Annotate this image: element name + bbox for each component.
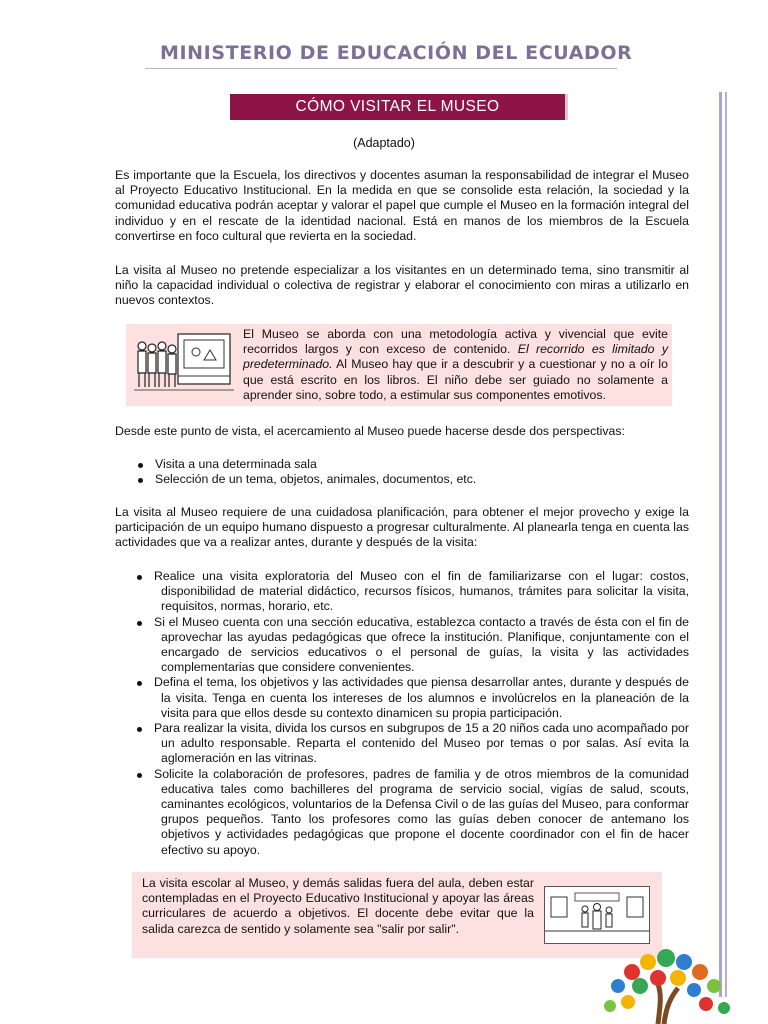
list-item: Para realizar la visita, divida los cursos en subgrupos de 15 a 20 niños cada uno acompañado por un adulto responsable. Reparta el contenido del Museo por temas o por salas. Así evita la aglomeración en las vitrinas. [115,721,689,767]
side-border-line [719,92,722,997]
perspectives-intro: Desde este punto de vista, el acercamiento al Museo puede hacerse desde dos perspectivas: [115,424,625,438]
adaptation-note: (Adaptado) [353,136,415,150]
museum-gallery-illustration [544,886,650,944]
callout-school-visit [132,872,662,958]
header-divider [145,68,617,69]
decorative-tree-logo [588,946,738,1024]
intro-paragraph: Es importante que la Escuela, los directivos y docentes asuman la responsabilidad de integrar el Museo al Proyecto Educativo Institucional. En la medida en que se consolide esta relación, la sociedad y la comunidad educativa podrán aceptar y valorar el papel que cumple el Museo en la formación integral del individuo y en el rescate de la identidad nacional. Está en manos de los miembros de la Escuela convertirse en foco cultural que revierta en la sociedad. [115,168,689,243]
page-title-banner [230,94,568,120]
perspectives-list [115,457,689,487]
callout-school-visit-text: La visita escolar al Museo, y demás salidas fuera del aula, deben estar contempladas en el Proyecto Educativo Institucional y apoyar las áreas curriculares de acuerdo a objetivos. El docente debe evitar que la salida carezca de sentido y solamente sea "salir por salir". [142,876,534,936]
list-item: Visita a una determinada sala [115,457,689,472]
callout-methodology-text: El Museo se aborda con una metodología activa y vivencial que evite recorridos largos y con exceso de contenido. El recorrido es limitado y predeterminado. Al Museo hay que ir a descubrir y a cuestionar y no a oír lo que está escrito en los libros. El niño debe ser guiado no solamente a aprender sino, sobre todo, a estimular sus componentes emotivos. [243,327,668,402]
page-title: CÓMO VISITAR EL MUSEO [295,98,500,115]
list-item: Selección de un tema, objetos, animales, documentos, etc. [115,472,689,487]
children-at-exhibit-illustration [134,330,234,400]
side-border-line-inner [725,92,727,997]
callout-methodology [126,324,672,406]
list-item: Solicite la colaboración de profesores, padres de familia y de otros miembros de la comunidad educativa tales como bachilleres del programa de servicio social, vigías de salud, scouts, caminantes ecológicos, voluntarios de la Defensa Civil o de las guías del Museo, para conformar grupos pequeños. Tanto los profesores como las guías deben conocer de antemano los objetivos y actividades pedagógicas que propone el docente coordinador con el fin de hacer efectivo su apoyo. [115,767,689,858]
ministry-header: MINISTERIO DE EDUCACIÓN DEL ECUADOR [160,42,633,64]
activities-list [115,569,689,858]
list-item: Defina el tema, los objetivos y las actividades que piensa desarrollar antes, durante y después de la visita. Tenga en cuenta los intereses de los alumnos e involúcrelos en la planeación de la visita para que ellos desde su contexto dinamicen su propia participación. [115,675,689,721]
planning-paragraph: La visita al Museo requiere de una cuidadosa planificación, para obtener el mejor provecho y exige la participación de un equipo humano dispuesto a progresar culturalmente. Al planearla tenga en cuenta las actividades que va a realizar antes, durante y después de la visita: [115,505,689,550]
list-item: Realice una visita exploratoria del Museo con el fin de familiarizarse con el lugar: costos, disponibilidad de material didáctico, recursos físicos, humanos, trámites para solicitar la visita, requisitos, normas, horario, etc. [115,569,689,615]
purpose-paragraph: La visita al Museo no pretende especializar a los visitantes en un determinado tema, sino transmitir al niño la capacidad individual o colectiva de registrar y elaborar el conocimiento con miras a utilizarlo en nuevos contextos. [115,263,689,308]
list-item: Si el Museo cuenta con una sección educativa, establezca contacto a través de ésta con el fin de aprovechar las ayudas pedagógicas que ofrece la institución. Planifique, conjuntamente con el encargado de servicios educativos o el personal de guías, la visita y las actividades complementarias que considere convenientes. [115,615,689,676]
